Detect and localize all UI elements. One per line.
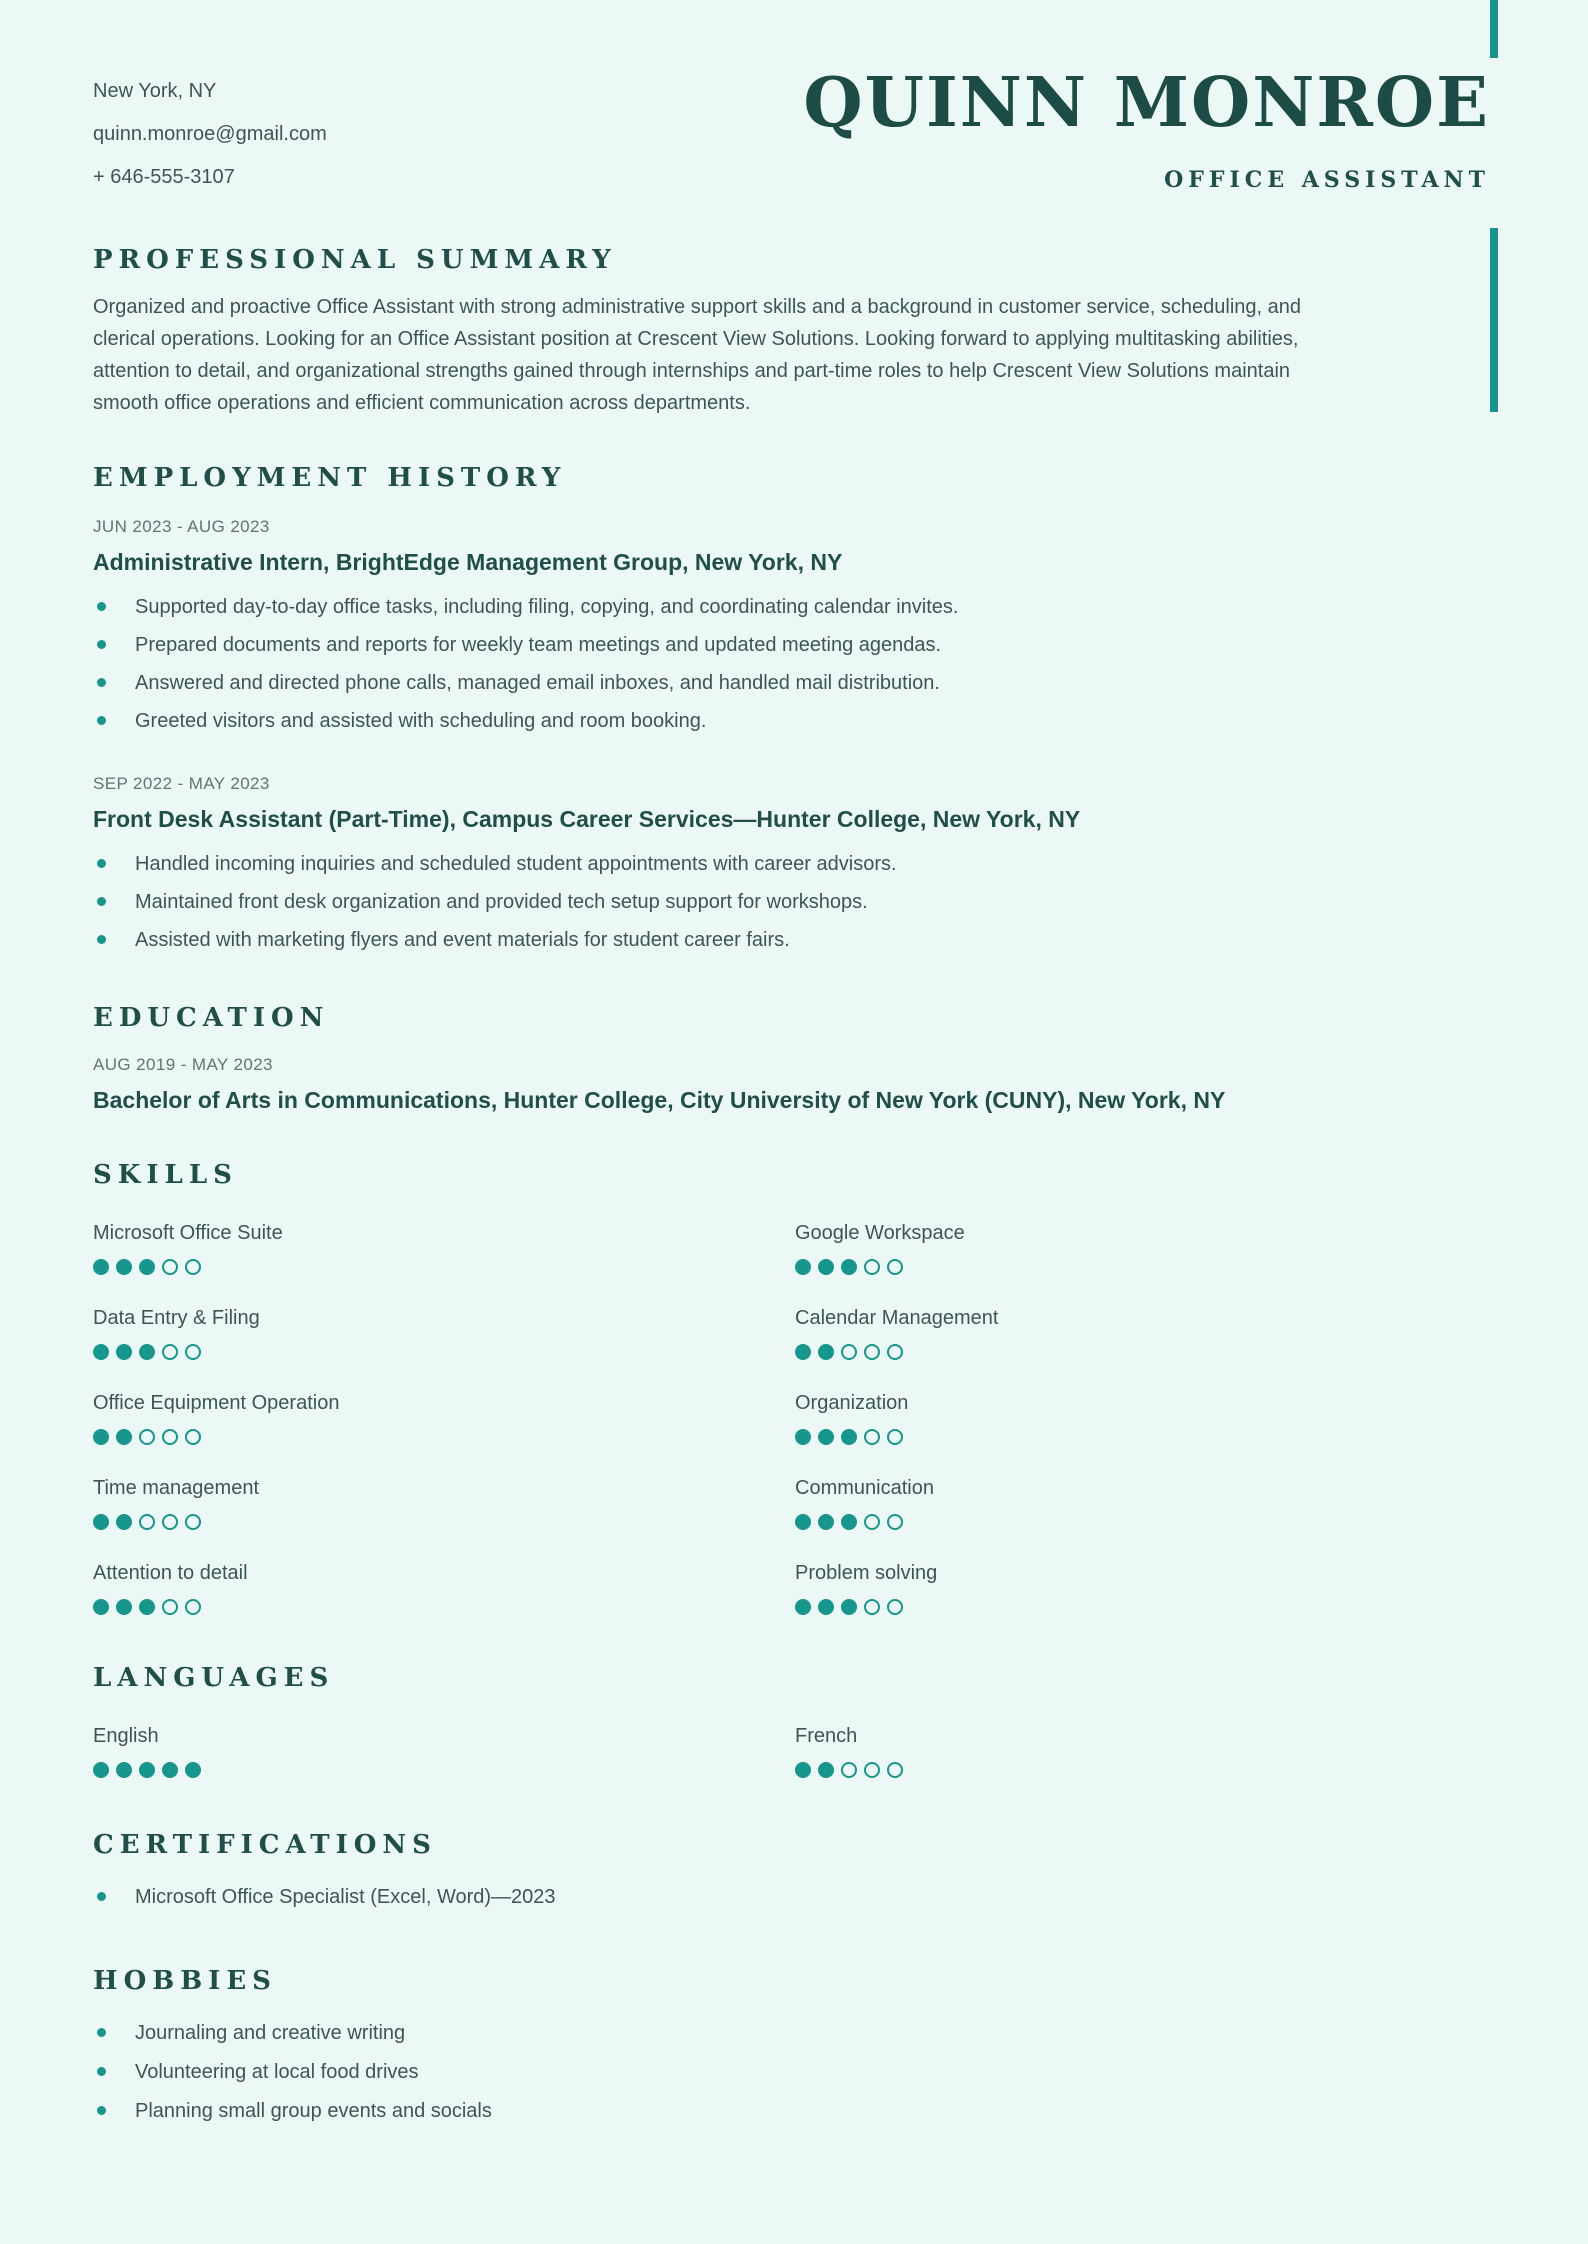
skill-item [795, 1307, 1493, 1360]
job-bullet: Supported day-to-day office tasks, including filing, copying, and coordinating calendar invites. [93, 592, 1493, 622]
rating-dot-filled [795, 1344, 811, 1360]
section-certifications [93, 1830, 1493, 1912]
professional-summary-heading: PROFESSIONAL SUMMARY [93, 245, 617, 275]
rating-dot-filled [116, 1429, 132, 1445]
hobby-item: Journaling and creative writing [93, 2018, 1493, 2048]
contact-email: quinn.monroe@gmail.com [93, 123, 327, 145]
rating-dot-filled [818, 1599, 834, 1615]
rating-dot-empty [185, 1429, 201, 1445]
section-professional-summary [93, 245, 1493, 419]
language-name: English [93, 1725, 159, 1747]
job-bullet: Prepared documents and reports for weekly team meetings and updated meeting agendas. [93, 630, 1493, 660]
rating-dot-empty [841, 1762, 857, 1778]
section-hobbies [93, 1966, 1493, 2126]
skill-item [93, 1477, 795, 1530]
skill-item [795, 1222, 1493, 1275]
skill-name: Calendar Management [795, 1307, 999, 1329]
skill-name: Google Workspace [795, 1222, 965, 1244]
rating-dot-filled [139, 1344, 155, 1360]
rating-dot-empty [864, 1429, 880, 1445]
hobby-item: Planning small group events and socials [93, 2096, 1493, 2126]
rating-dot-filled [116, 1259, 132, 1275]
accent-bar-summary [1490, 228, 1498, 412]
rating-dot-filled [116, 1344, 132, 1360]
rating-dot-empty [185, 1259, 201, 1275]
rating-dot-filled [93, 1344, 109, 1360]
job-bullet: Assisted with marketing flyers and event materials for student career fairs. [93, 925, 1493, 955]
skill-item [795, 1477, 1493, 1530]
certifications-heading: CERTIFICATIONS [93, 1830, 437, 1860]
languages-grid [93, 1693, 1493, 1778]
rating-dot-filled [818, 1344, 834, 1360]
job-bullet: Handled incoming inquiries and scheduled student appointments with career advisors. [93, 849, 1493, 879]
skill-rating [795, 1599, 1493, 1615]
rating-dot-empty [162, 1344, 178, 1360]
hobbies-heading: HOBBIES [93, 1966, 277, 1996]
rating-dot-filled [139, 1259, 155, 1275]
rating-dot-filled [93, 1514, 109, 1530]
rating-dot-empty [162, 1514, 178, 1530]
rating-dot-filled [162, 1762, 178, 1778]
professional-summary-text: Organized and proactive Office Assistant with strong administrative support skills and a background in customer service, scheduling, and clerical operations. Looking for an Office Assistant position at Crescent View Solutions. Looking forward to applying multitasking abilities, attention to detail, and organizational strengths gained through internships and part-time roles to help Crescent View Solutions maintain smooth office operations and efficient communication across departments. [93, 296, 1302, 414]
contact-block [93, 70, 327, 199]
rating-dot-empty [887, 1599, 903, 1615]
skill-rating [93, 1762, 795, 1778]
language-name: French [795, 1725, 858, 1747]
education-dates: AUG 2019 - MAY 2023 [93, 1055, 273, 1074]
rating-dot-filled [795, 1429, 811, 1445]
jobs-container [93, 517, 1493, 955]
skill-item [93, 1392, 795, 1445]
accent-bar-top [1490, 0, 1498, 58]
rating-dot-filled [185, 1762, 201, 1778]
contact-location: New York, NY [93, 80, 217, 102]
rating-dot-empty [185, 1599, 201, 1615]
job-bullet: Answered and directed phone calls, managed email inboxes, and handled mail distribution. [93, 668, 1493, 698]
rating-dot-filled [818, 1429, 834, 1445]
job-bullet-list [93, 592, 1493, 736]
rating-dot-filled [795, 1599, 811, 1615]
job-entry [93, 774, 1493, 955]
rating-dot-empty [864, 1259, 880, 1275]
rating-dot-filled [841, 1259, 857, 1275]
name-block [803, 63, 1490, 194]
rating-dot-empty [185, 1514, 201, 1530]
skill-rating [93, 1344, 795, 1360]
skill-rating [795, 1762, 1493, 1778]
skill-name: Microsoft Office Suite [93, 1222, 283, 1244]
job-dates: SEP 2022 - MAY 2023 [93, 774, 270, 793]
rating-dot-filled [818, 1259, 834, 1275]
contact-phone: + 646-555-3107 [93, 166, 235, 188]
languages-heading: LANGUAGES [93, 1663, 335, 1693]
rating-dot-filled [841, 1514, 857, 1530]
skill-rating [93, 1514, 795, 1530]
rating-dot-empty [887, 1429, 903, 1445]
skill-name: Time management [93, 1477, 259, 1499]
rating-dot-empty [162, 1429, 178, 1445]
skill-rating [93, 1429, 795, 1445]
skill-rating [93, 1599, 795, 1615]
rating-dot-filled [139, 1599, 155, 1615]
rating-dot-empty [887, 1514, 903, 1530]
rating-dot-filled [795, 1259, 811, 1275]
skill-item [93, 1307, 795, 1360]
candidate-name: QUINN MONROE [803, 63, 1490, 143]
rating-dot-empty [139, 1429, 155, 1445]
job-entry [93, 517, 1493, 736]
rating-dot-filled [93, 1259, 109, 1275]
skill-name: Problem solving [795, 1562, 938, 1584]
rating-dot-empty [887, 1344, 903, 1360]
rating-dot-filled [93, 1429, 109, 1445]
certifications-list [93, 1882, 1493, 1912]
rating-dot-filled [818, 1514, 834, 1530]
rating-dot-filled [841, 1599, 857, 1615]
rating-dot-empty [185, 1344, 201, 1360]
section-languages [93, 1663, 1493, 1778]
skill-name: Office Equipment Operation [93, 1392, 340, 1414]
skill-name: Communication [795, 1477, 934, 1499]
rating-dot-filled [841, 1429, 857, 1445]
resume-body [0, 245, 1588, 2126]
employment-history-heading: EMPLOYMENT HISTORY [93, 463, 567, 493]
resume-header [0, 0, 1588, 199]
job-dates: JUN 2023 - AUG 2023 [93, 517, 270, 536]
rating-dot-filled [818, 1762, 834, 1778]
certification-item: Microsoft Office Specialist (Excel, Word)—2023 [93, 1882, 1493, 1912]
job-title: Administrative Intern, BrightEdge Management Group, New York, NY [93, 549, 843, 575]
job-title: Front Desk Assistant (Part-Time), Campus Career Services—Hunter College, New York, NY [93, 806, 1081, 832]
candidate-job-title: OFFICE ASSISTANT [1164, 167, 1490, 194]
skill-item [795, 1392, 1493, 1445]
rating-dot-filled [116, 1514, 132, 1530]
section-education [93, 1003, 1493, 1114]
rating-dot-filled [795, 1762, 811, 1778]
rating-dot-empty [162, 1599, 178, 1615]
rating-dot-empty [864, 1344, 880, 1360]
rating-dot-filled [116, 1599, 132, 1615]
skill-rating [93, 1259, 795, 1275]
education-degree: Bachelor of Arts in Communications, Hunter College, City University of New York (CUNY), New York, NY [93, 1087, 1226, 1113]
rating-dot-filled [116, 1762, 132, 1778]
rating-dot-filled [795, 1514, 811, 1530]
skill-name: Attention to detail [93, 1562, 248, 1584]
language-item [93, 1725, 795, 1778]
skill-item [795, 1562, 1493, 1615]
skill-rating [795, 1429, 1493, 1445]
rating-dot-empty [841, 1344, 857, 1360]
hobbies-list [93, 2018, 1493, 2126]
rating-dot-filled [139, 1762, 155, 1778]
job-bullet: Maintained front desk organization and provided tech setup support for workshops. [93, 887, 1493, 917]
skill-rating [795, 1514, 1493, 1530]
education-heading: EDUCATION [93, 1003, 330, 1033]
skill-item [93, 1222, 795, 1275]
skill-item [93, 1562, 795, 1615]
section-skills [93, 1160, 1493, 1615]
skill-name: Organization [795, 1392, 909, 1414]
skill-name: Data Entry & Filing [93, 1307, 260, 1329]
rating-dot-filled [93, 1599, 109, 1615]
rating-dot-empty [162, 1259, 178, 1275]
hobby-item: Volunteering at local food drives [93, 2057, 1493, 2087]
rating-dot-empty [864, 1599, 880, 1615]
rating-dot-empty [139, 1514, 155, 1530]
skills-grid [93, 1190, 1493, 1615]
skill-rating [795, 1259, 1493, 1275]
rating-dot-empty [864, 1514, 880, 1530]
rating-dot-filled [93, 1762, 109, 1778]
rating-dot-empty [887, 1762, 903, 1778]
job-bullet: Greeted visitors and assisted with scheduling and room booking. [93, 706, 1493, 736]
language-item [795, 1725, 1493, 1778]
rating-dot-empty [887, 1259, 903, 1275]
skill-rating [795, 1344, 1493, 1360]
section-employment-history [93, 463, 1493, 955]
skills-heading: SKILLS [93, 1160, 238, 1190]
rating-dot-empty [864, 1762, 880, 1778]
job-bullet-list [93, 849, 1493, 955]
